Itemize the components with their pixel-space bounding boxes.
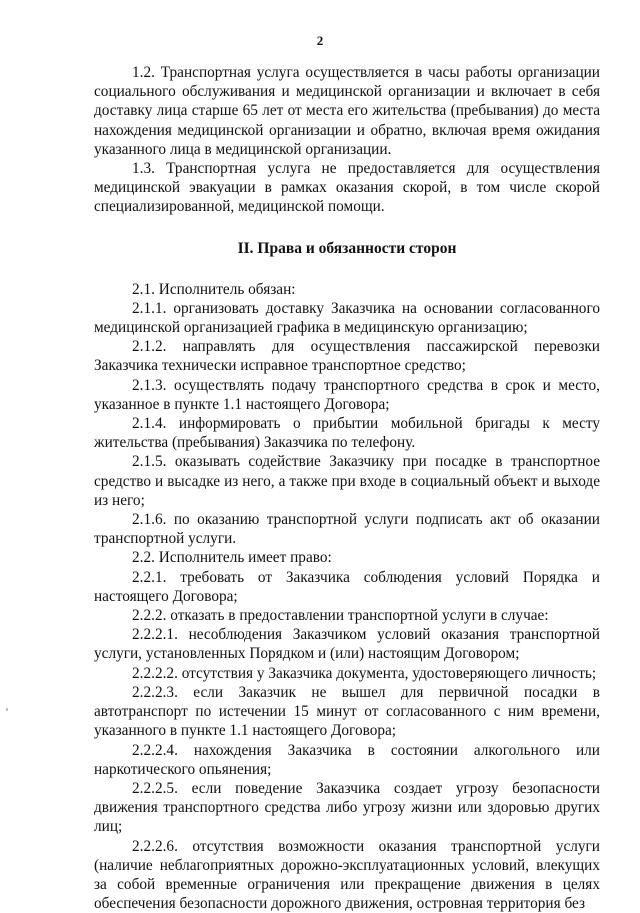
section-heading: II. Права и обязанности сторон bbox=[237, 239, 457, 257]
clause-1-2: 1.2. Транспортная услуга осуществляется в часы работы организации социального обслуживания и медицинской организации и включает в себя доставку лица старше 65 лет от места его жительства (пребывания) до места нахождения медицинской организации и обратно, включая время ожидания указанного лица в медицинской организации. bbox=[94, 64, 600, 158]
clause-2-2-2-3: 2.2.2.3. если Заказчик не вышел для первичной посадки в автотранспорт по истечении 15 минут от согласованного с ним времени, указанного в пункте 1.1 настоящего Договора; bbox=[94, 683, 600, 740]
clause-2-1-1: 2.1.1. организовать доставку Заказчика на основании согласованного медицинской организацией графика в медицинскую организацию; bbox=[94, 299, 600, 337]
clause-2-2-2: 2.2.2. отказать в предоставлении транспортной услуги в случае: bbox=[132, 607, 549, 625]
page-number: 2 bbox=[316, 33, 324, 48]
clause-2-1-4: 2.1.4. информировать о прибытии мобильной бригады к месту жительства (пребывания) Заказчика по телефону. bbox=[94, 415, 600, 452]
clause-1-3: 1.3. Транспортная услуга не предоставляется для осуществления медицинской эвакуации в рамках оказания скорой, в том числе скорой специализированной, медицинской помощи. bbox=[94, 160, 600, 216]
clause-2-2-2-6: 2.2.2.6. отсутствия возможности оказания транспортной услуги (наличие неблагоприятных дорожно-эксплуатационных условий, влекущих за собой временные ограничения или прекращение движения в целях обеспечения безопасности дорожного движения, островная территория без bbox=[94, 837, 600, 913]
clause-2-1-5: 2.1.5. оказывать содействие Заказчику при посадке в транспортное средство и высадке из него, а также при входе в социальный объект и выходе из него; bbox=[94, 453, 600, 509]
scan-artifact bbox=[6, 708, 8, 711]
clause-2-1-2: 2.1.2. направлять для осуществления пассажирской перевозки Заказчика технически исправное транспортное средство; bbox=[94, 338, 600, 375]
clause-2-2-2-2: 2.2.2.2. отсутствия у Заказчика документа, удостоверяющего личность; bbox=[132, 664, 597, 682]
clause-2-2: 2.2. Исполнитель имеет право: bbox=[132, 549, 332, 567]
clause-2-2-2-4: 2.2.2.4. нахождения Заказчика в состоянии алкогольного или наркотического опьянения; bbox=[94, 741, 600, 778]
clause-2-2-1: 2.2.1. требовать от Заказчика соблюдения условий Порядка и настоящего Договора; bbox=[94, 568, 600, 605]
clause-2-1-6: 2.1.6. по оказанию транспортной услуги подписать акт об оказании транспортной услуги. bbox=[94, 511, 600, 548]
clause-2-1: 2.1. Исполнитель обязан: bbox=[132, 280, 296, 298]
clause-2-2-2-5: 2.2.2.5. если поведение Заказчика создает угрозу безопасности движения транспортного средства либо угрозу жизни или здоровью других лиц; bbox=[94, 779, 600, 836]
clause-2-1-3: 2.1.3. осуществлять подачу транспортного средства в срок и место, указанное в пункте 1.1 настоящего Договора; bbox=[94, 376, 600, 413]
clause-2-2-2-1: 2.2.2.1. несоблюдения Заказчиком условий оказания транспортной услуги, установленных Порядком и (или) настоящим Договором; bbox=[94, 626, 600, 663]
document-body bbox=[94, 63, 600, 913]
